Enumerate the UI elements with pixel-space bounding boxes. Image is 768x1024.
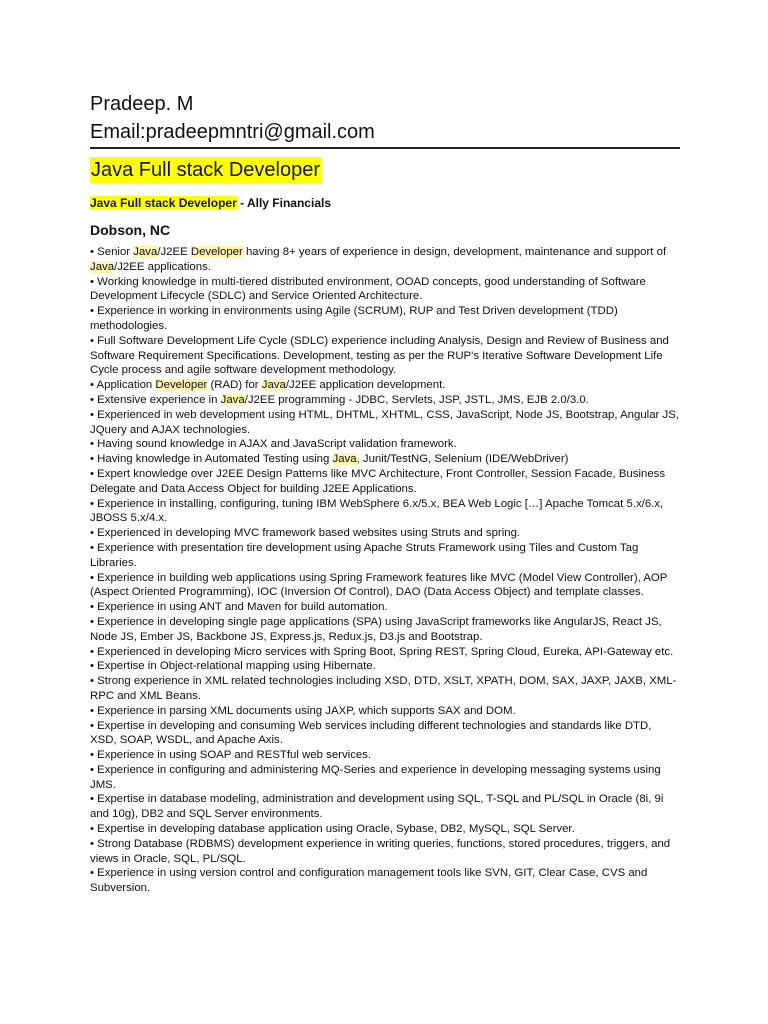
- list-item: [90, 497, 680, 527]
- bullet-text: • Experience in working in environments using Agile (SCRUM), RUP and Test Driven development (TDD) methodologies.: [90, 305, 618, 332]
- list-item: [90, 704, 680, 719]
- list-item: [90, 792, 680, 822]
- list-item: [90, 393, 680, 408]
- list-item: [90, 452, 680, 467]
- list-item: [90, 467, 680, 497]
- resume-page: [90, 92, 680, 896]
- keyword-highlight: Java: [220, 393, 245, 406]
- bullet-text: • Expertise in database modeling, administration and development using SQL, T-SQL and PL/SQL in Oracle (8i, 9i and 10g), DB2 and SQL Server environments.: [90, 793, 664, 821]
- list-item: [90, 822, 680, 837]
- list-item: [90, 645, 680, 660]
- bullet-text: • Expert knowledge over J2EE Design Patterns like MVC Architecture, Front Controller, Session Facade, Business Delegate and Data Access Object for building J2EE Applications.: [90, 467, 666, 495]
- keyword-highlight: Java: [261, 379, 286, 392]
- bullet-text: • Senior: [90, 246, 134, 258]
- list-item: [90, 378, 680, 393]
- keyword-highlight: Java: [90, 260, 115, 273]
- bullet-text: • Application: [90, 379, 156, 392]
- experience-list: [90, 245, 680, 896]
- bullet-text: • Experienced in developing MVC framework based websites using Struts and spring.: [90, 527, 521, 540]
- bullet-text: • Experience in configuring and administering MQ-Series and experience in developing messaging systems using JMS.: [90, 763, 661, 791]
- list-item: [90, 719, 680, 749]
- bullet-text: • Experience with presentation tire development using Apache Struts Framework using Tiles and Custom Tag Libraries.: [90, 541, 639, 569]
- bullet-text: /J2EE application development.: [285, 379, 446, 392]
- keyword-highlight: Java: [133, 246, 158, 258]
- bullet-text: • Having knowledge in Automated Testing using: [90, 453, 333, 466]
- bullet-text: • Experience in installing, configuring, tuning IBM WebSphere 6.x/5.x, BEA Web Logic […] Apache Tomcat 5.x/6.x, JBOSS 5.x/4.x.: [90, 497, 664, 525]
- job-role: Java Full stack Developer: [90, 196, 237, 210]
- keyword-highlight: Developer: [190, 246, 243, 258]
- list-item: [90, 866, 680, 896]
- list-item: [90, 615, 680, 645]
- bullet-text: • Experienced in developing Micro services with Spring Boot, Spring REST, Spring Cloud, Eureka, API-Gateway etc.: [90, 645, 674, 658]
- list-item: [90, 674, 680, 704]
- list-item: [90, 659, 680, 674]
- bullet-text: • Expertise in Object-relational mapping using Hibernate.: [90, 660, 376, 673]
- job-company: - Ally Financials: [236, 196, 331, 210]
- bullet-text: • Experience in using ANT and Maven for build automation.: [90, 601, 388, 614]
- keyword-highlight: Java: [332, 453, 357, 466]
- job-location: Dobson, NC: [90, 222, 171, 238]
- bullet-text: • Experience in using version control and configuration management tools like SVN, GIT, Clear Case, CVS and Subversion.: [90, 867, 648, 895]
- keyword-highlight: Developer: [155, 379, 208, 392]
- bullet-text: • Strong Database (RDBMS) development experience in writing queries, functions, stored procedures, triggers, and views in Oracle, SQL, PL/SQL.: [90, 837, 671, 865]
- list-item: [90, 600, 680, 615]
- bullet-text: • Experience in developing single page applications (SPA) using JavaScript frameworks like AngularJS, React JS, Node JS, Ember JS, Backbone JS, Express.js, Redux.js, D3.js and Bootstrap.: [90, 615, 662, 643]
- list-item: [90, 245, 680, 275]
- bullet-text: • Extensive experience in: [90, 393, 221, 406]
- bullet-text: • Having sound knowledge in AJAX and JavaScript validation framework.: [90, 438, 457, 451]
- bullet-text: • Expertise in developing and consuming Web services including different technologies and standards like DTD, XSD, SOAP, WSDL, and Apache Axis.: [90, 719, 652, 747]
- list-item: [90, 763, 680, 793]
- bullet-text: • Full Software Development Life Cycle (SDLC) experience including Analysis, Design and Review of Business and Software Requirement Specifications. Development, testing as per the RUP's Iterative Software Development Life Cycle process and agile software development methodology.: [90, 334, 669, 377]
- list-item: [90, 748, 680, 763]
- bullet-text: having 8+ years of experience in design, development, maintenance and support of: [242, 246, 667, 258]
- resume-title: Java Full stack Developer: [91, 159, 320, 181]
- bullet-text: • Expertise in developing database application using Oracle, Sybase, DB2, MySQL, SQL Server.: [90, 823, 575, 836]
- bullet-text: • Experience in parsing XML documents using JAXP, which supports SAX and DOM.: [90, 704, 516, 717]
- list-item: [90, 334, 680, 378]
- bullet-text: • Strong experience in XML related technologies including XSD, DTD, XSLT, XPATH, DOM, SAX, JAXP, JAXB, XML-RPC and XML Beans.: [90, 675, 677, 702]
- bullet-text: • Experience in using SOAP and RESTful web services.: [90, 749, 372, 762]
- job-heading: [90, 195, 680, 211]
- list-item: [90, 837, 680, 867]
- bullet-text: /J2EE programming - JDBC, Servlets, JSP, JSTL, JMS, EJB 2.0/3.0.: [244, 393, 589, 406]
- bullet-text: /J2EE applications.: [114, 260, 211, 273]
- list-item: [90, 526, 680, 541]
- bullet-text: , Junit/TestNG, Selenium (IDE/WebDriver): [356, 453, 569, 466]
- candidate-name: Pradeep. M: [90, 93, 194, 115]
- bullet-text: (RAD) for: [207, 379, 262, 392]
- list-item: [90, 304, 680, 334]
- bullet-text: • Experience in building web applications using Spring Framework features like MVC (Model View Controller), AOP (Aspect Oriented Programming), IOC (Inversion Of Control), DAO (Data Access Object) and template classes.: [90, 571, 668, 599]
- bullet-text: • Experienced in web development using HTML, DHTML, XHTML, CSS, JavaScript, Node JS, Bootstrap, Angular JS, JQuery and AJAX technologies.: [90, 408, 679, 436]
- list-item: [90, 541, 680, 571]
- list-item: [90, 571, 680, 601]
- candidate-email: Email:pradeepmntri@gmail.com: [90, 120, 680, 149]
- list-item: [90, 408, 680, 438]
- bullet-text: /J2EE: [157, 246, 191, 258]
- list-item: [90, 437, 680, 452]
- bullet-text: • Working knowledge in multi-tiered distributed environment, OOAD concepts, good understanding of Software Development Lifecycle (SDLC) and Service Oriented Architecture.: [90, 275, 646, 303]
- list-item: [90, 275, 680, 305]
